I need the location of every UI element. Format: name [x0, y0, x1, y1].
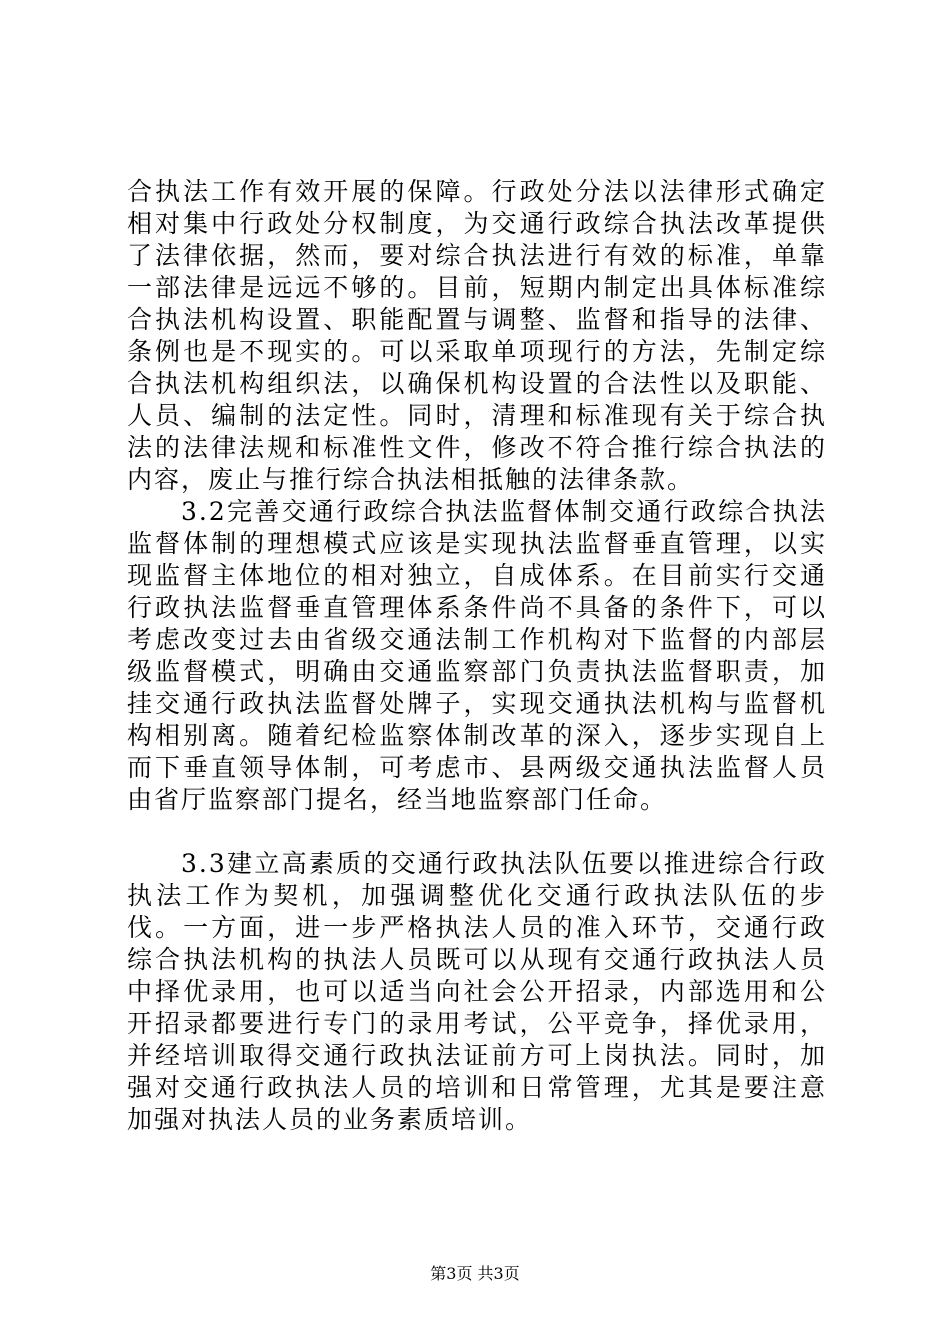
- paragraph-section-3-3: 3.3建立高素质的交通行政执法队伍要以推进综合行政执法工作为契机，加强调整优化交通行政执法队伍的步伐。一方面，进一步严格执法人员的准入环节，交通行政综合执法机构的执法人员既可以从现有交通行政执法人员中择优录用，也可以适当向社会公开招录，内部选用和公开招录都要进行专门的录用考试，公平竞争，择优录用，并经培训取得交通行政执法证前方可上岗执法。同时，加强对交通行政执法人员的培训和日常管理，尤其是要注意加强对执法人员的业务素质培训。: [127, 849, 827, 1134]
- paragraph-section-3-2: 3.2完善交通行政综合执法监督体制交通行政综合执法监督体制的理想模式应该是实现执法监督垂直管理，以实现监督主体地位的相对独立，自成体系。在目前实行交通行政执法监督垂直管理体系条件尚不具备的条件下，可以考虑改变过去由省级交通法制工作机构对下监督的内部层级监督模式，明确由交通监察部门负责执法监督职责，加挂交通行政执法监督处牌子，实现交通执法机构与监督机构相别离。随着纪检监察体制改革的深入，逐步实现自上而下垂直领导体制，可考虑市、县两级交通执法监督人员由省厅监察部门提名，经当地监察部门任命。: [127, 497, 827, 814]
- page-number-footer: 第3页 共3页: [430, 1264, 520, 1283]
- document-body: [127, 176, 827, 1136]
- paragraph-continued: 合执法工作有效开展的保障。行政处分法以法律形式确定相对集中行政处分权制度，为交通行政综合执法改革提供了法律依据，然而，要对综合执法进行有效的标准，单靠一部法律是远远不够的。目前，短期内制定出具体标准综合执法机构设置、职能配置与调整、监督和指导的法律、条例也是不现实的。可以采取单项现行的方法，先制定综合执法机构组织法，以确保机构设置的合法性以及职能、人员、编制的法定性。同时，清理和标准现有关于综合执法的法律法规和标准性文件，修改不符合推行综合执法的内容，废止与推行综合执法相抵触的法律条款。: [127, 177, 827, 494]
